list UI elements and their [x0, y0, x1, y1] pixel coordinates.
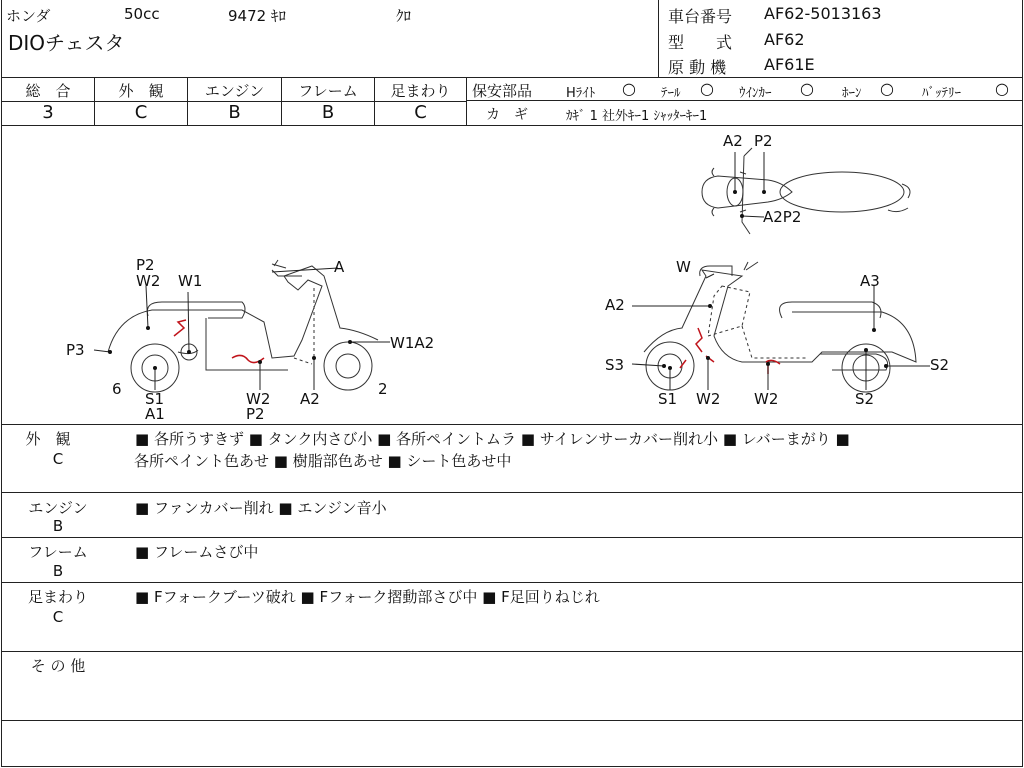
safety-mark-battery: ○	[995, 79, 1009, 98]
safety-item-winker: ｳｲﾝｶｰ	[739, 86, 772, 101]
engine-label: 原 動 機	[668, 58, 727, 77]
note-line: ■ Fフォークブーツ破れ ■ Fフォーク摺動部さび中 ■ F足回りねじれ	[135, 588, 600, 606]
note-grade-suspension: C	[52, 608, 64, 626]
note-line: ■ フレームさび中	[135, 543, 259, 561]
safety-mark-horn: ○	[880, 79, 894, 98]
key-text: ｶｷﾞ 1 社外ｷｰ1 ｼｬｯﾀｰｷｰ1	[566, 109, 708, 124]
label-left-a2: A2	[300, 390, 320, 408]
scooter-top-view	[702, 148, 910, 234]
grade-label-overall: 総 合	[25, 82, 71, 100]
key-label: カ ギ	[486, 107, 528, 123]
color: ｸﾛ	[396, 7, 412, 25]
grade-value-exterior: C	[134, 102, 148, 123]
grade-value-engine: B	[228, 102, 241, 123]
type-label: 型 式	[668, 33, 733, 52]
mileage: 9472 ｷﾛ	[228, 7, 286, 25]
note-line: ■ 各所うすきず ■ タンク内さび小 ■ 各所ペイントムラ ■ サイレンサーカバー削れ小 ■ レバーまがり ■	[135, 430, 850, 448]
safety-item-headlight: Hﾗｲﾄ	[566, 86, 596, 101]
rule	[1, 720, 1022, 721]
note-grade-engine: B	[52, 517, 64, 535]
grade-value-suspension: C	[414, 102, 427, 123]
rule	[1, 492, 1022, 493]
label-right-w2a: W2	[696, 390, 721, 408]
grade-divider	[466, 77, 467, 125]
grade-value-frame: B	[321, 102, 335, 123]
note-line: 各所ペイント色あせ ■ 樹脂部色あせ ■ シート色あせ中	[134, 452, 512, 470]
rule	[1, 651, 1022, 652]
label-top-a2p2: A2P2	[763, 208, 802, 226]
frame-no: AF62-5013163	[764, 4, 882, 23]
model-name: DIOチェスタ	[8, 31, 125, 55]
label-right-a2: A2	[605, 296, 625, 314]
displacement: 50cc	[124, 5, 160, 23]
label-top-p2: P2	[754, 132, 773, 150]
note-category-engine: エンジン	[28, 499, 88, 517]
label-left-w2: W2	[136, 272, 161, 290]
safety-item-horn: ﾎｰﾝ	[842, 86, 862, 101]
maker: ホンダ	[6, 7, 51, 25]
label-right-s1: S1	[658, 390, 678, 408]
safety-item-tail: ﾃｰﾙ	[661, 86, 681, 101]
note-line: ■ ファンカバー削れ ■ エンジン音小	[135, 499, 387, 517]
safety-mark-winker: ○	[800, 79, 814, 98]
safety-item-battery: ﾊﾞｯﾃﾘｰ	[922, 86, 961, 101]
label-left-p2b: P2	[246, 405, 265, 423]
note-category-other: そ の 他	[30, 657, 86, 675]
label-left-p3: P3	[66, 341, 85, 359]
label-left-6: 6	[112, 380, 122, 398]
damage-diagram	[2, 126, 1022, 424]
note-category-exterior: 外 観	[25, 430, 71, 448]
label-top-a2: A2	[723, 132, 743, 150]
label-left-w1: W1	[178, 272, 203, 290]
label-right-w: W	[676, 258, 691, 276]
rule	[1, 537, 1022, 538]
note-grade-exterior: C	[52, 450, 64, 468]
rule	[1, 582, 1022, 583]
label-right-w2b: W2	[754, 390, 779, 408]
grade-value-overall: 3	[42, 102, 54, 123]
engine-value: AF61E	[764, 55, 815, 74]
grade-label-suspension: 足まわり	[390, 82, 451, 100]
note-grade-frame: B	[52, 562, 64, 580]
safety-label: 保安部品	[472, 82, 533, 100]
safety-mark-headlight: ○	[622, 79, 636, 98]
grade-label-frame: フレーム	[298, 82, 358, 100]
label-right-s2: S2	[930, 356, 950, 374]
label-left-2: 2	[378, 380, 388, 398]
type-value: AF62	[764, 30, 805, 49]
label-right-s2b: S2	[855, 390, 875, 408]
frame-no-label: 車台番号	[668, 7, 733, 26]
label-left-s1: S1	[145, 390, 165, 408]
label-left-w1a2: W1A2	[390, 334, 435, 352]
label-right-s3: S3	[605, 356, 625, 374]
grade-label-exterior: 外 観	[118, 82, 164, 100]
note-category-frame: フレーム	[28, 543, 88, 561]
label-left-a: A	[334, 258, 345, 276]
label-left-a1: A1	[145, 405, 165, 423]
rule	[1, 77, 1022, 78]
label-left-w2b: W2	[246, 390, 271, 408]
header-divider	[658, 0, 659, 77]
safety-mark-tail: ○	[700, 79, 714, 98]
note-category-suspension: 足まわり	[27, 588, 88, 606]
label-right-a3: A3	[860, 272, 880, 290]
grade-label-engine: エンジン	[204, 82, 265, 100]
rule	[1, 424, 1022, 425]
label-left-p2: P2	[136, 256, 155, 274]
